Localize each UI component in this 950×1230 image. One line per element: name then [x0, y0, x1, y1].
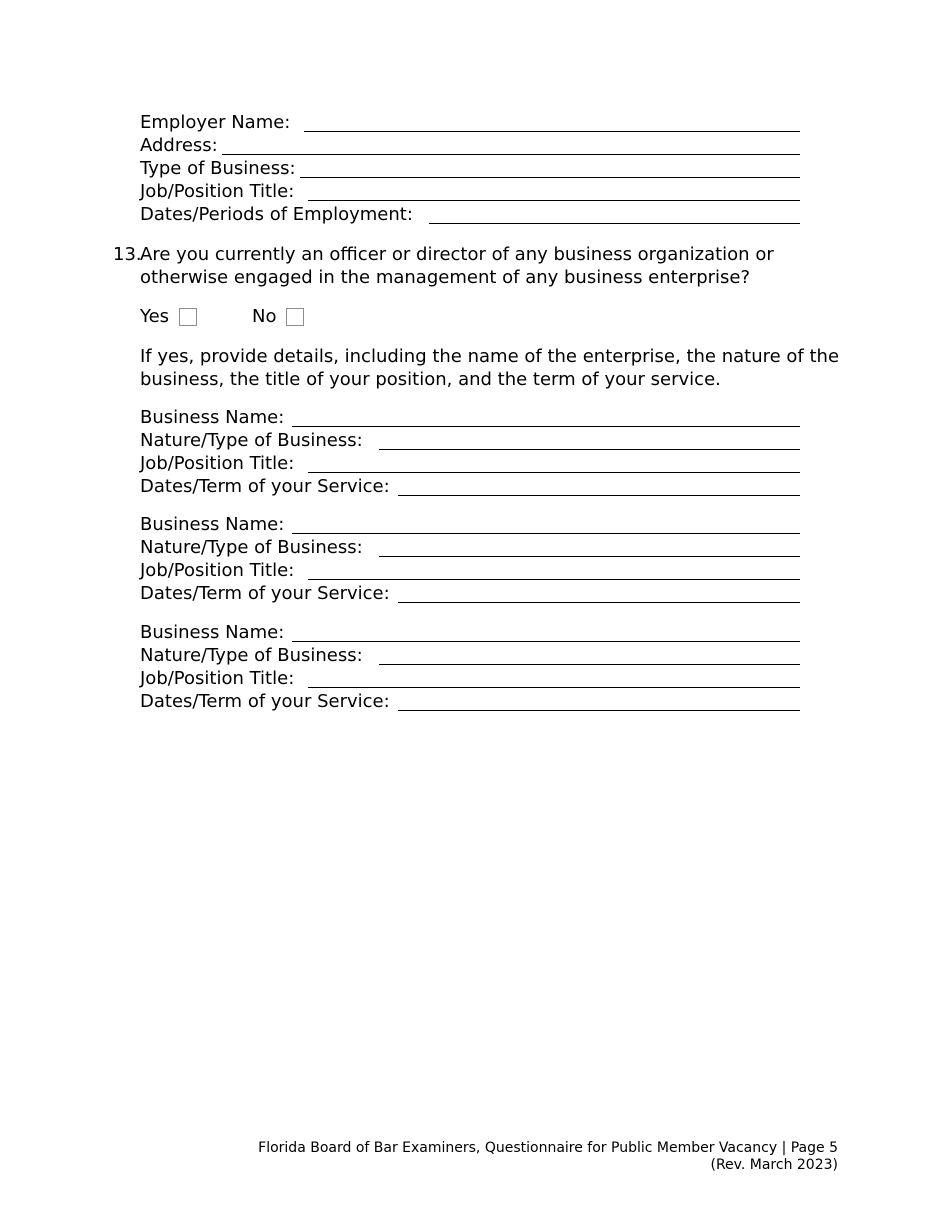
business-job-title-field[interactable]	[140, 453, 800, 475]
page-footer	[258, 1140, 838, 1174]
no-checkbox[interactable]	[286, 308, 304, 326]
nature-of-business-field[interactable]	[140, 537, 800, 559]
business-job-title-label: Job/Position Title:	[140, 453, 295, 474]
business-job-title-label: Job/Position Title:	[140, 668, 295, 689]
business-job-title-field[interactable]	[140, 560, 800, 582]
yes-checkbox[interactable]	[179, 308, 197, 326]
dates-employment-field[interactable]	[140, 204, 800, 226]
job-title-line[interactable]	[308, 183, 800, 201]
question-number: 13.	[113, 244, 142, 265]
business-job-title-field[interactable]	[140, 668, 800, 690]
business-job-title-line[interactable]	[308, 455, 800, 473]
job-title-field[interactable]	[140, 181, 800, 203]
no-label: No	[252, 306, 277, 327]
business-job-title-line[interactable]	[308, 562, 800, 580]
no-option[interactable]	[252, 306, 304, 328]
business-name-line[interactable]	[292, 516, 800, 534]
employer-name-line[interactable]	[304, 114, 800, 132]
nature-of-business-label: Nature/Type of Business:	[140, 430, 363, 451]
term-of-service-line[interactable]	[398, 478, 800, 496]
business-name-line[interactable]	[292, 624, 800, 642]
employer-name-label: Employer Name:	[140, 112, 291, 133]
term-of-service-line[interactable]	[398, 585, 800, 603]
yes-label: Yes	[140, 306, 170, 327]
nature-of-business-label: Nature/Type of Business:	[140, 537, 363, 558]
dates-employment-label: Dates/Periods of Employment:	[140, 204, 413, 225]
business-name-label: Business Name:	[140, 622, 285, 643]
address-label: Address:	[140, 135, 218, 156]
business-name-label: Business Name:	[140, 407, 285, 428]
term-of-service-field[interactable]	[140, 476, 800, 498]
footer-revision: (Rev. March 2023)	[710, 1157, 838, 1173]
business-job-title-label: Job/Position Title:	[140, 560, 295, 581]
employer-name-field[interactable]	[140, 112, 800, 134]
term-of-service-field[interactable]	[140, 691, 800, 713]
term-of-service-label: Dates/Term of your Service:	[140, 583, 390, 604]
term-of-service-label: Dates/Term of your Service:	[140, 691, 390, 712]
job-title-label: Job/Position Title:	[140, 181, 295, 202]
business-name-field[interactable]	[140, 514, 800, 536]
business-name-line[interactable]	[292, 409, 800, 427]
term-of-service-field[interactable]	[140, 583, 800, 605]
type-of-business-line[interactable]	[300, 160, 800, 178]
question-text: Are you currently an officer or director of any business organization or otherwise engaged in the management of any business enterprise?	[140, 244, 774, 288]
business-name-field[interactable]	[140, 407, 800, 429]
type-of-business-label: Type of Business:	[140, 158, 296, 179]
business-name-label: Business Name:	[140, 514, 285, 535]
nature-of-business-field[interactable]	[140, 430, 800, 452]
address-line[interactable]	[222, 137, 800, 155]
nature-of-business-line[interactable]	[379, 432, 800, 450]
footer-title: Florida Board of Bar Examiners, Questionnaire for Public Member Vacancy | Page 5	[258, 1140, 838, 1156]
dates-employment-line[interactable]	[429, 206, 800, 224]
term-of-service-label: Dates/Term of your Service:	[140, 476, 390, 497]
term-of-service-line[interactable]	[398, 693, 800, 711]
nature-of-business-line[interactable]	[379, 647, 800, 665]
nature-of-business-label: Nature/Type of Business:	[140, 645, 363, 666]
nature-of-business-line[interactable]	[379, 539, 800, 557]
question-13-instructions: If yes, provide details, including the name of the enterprise, the nature of the business, the title of your position, and the term of your service.	[140, 346, 840, 390]
type-of-business-field[interactable]	[140, 158, 800, 180]
yes-option[interactable]	[140, 306, 197, 328]
business-job-title-line[interactable]	[308, 670, 800, 688]
nature-of-business-field[interactable]	[140, 645, 800, 667]
address-field[interactable]	[140, 135, 800, 157]
business-name-field[interactable]	[140, 622, 800, 644]
